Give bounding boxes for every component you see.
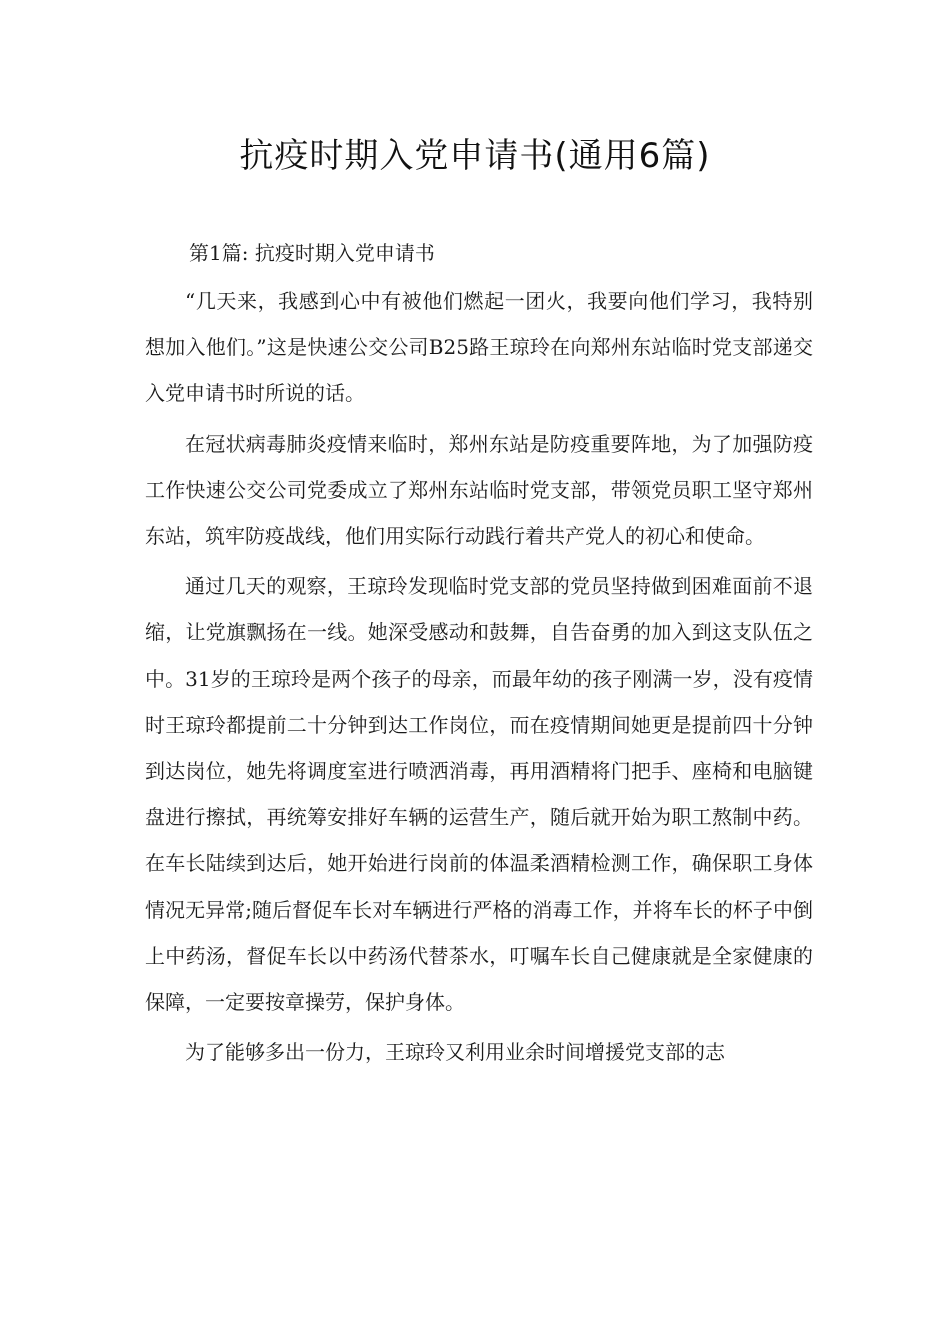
document-body	[145, 232, 813, 1075]
section-heading: 第1篇: 抗疫时期入党申请书	[189, 241, 435, 265]
paragraph: 在冠状病毒肺炎疫情来临时，郑州东站是防疫重要阵地，为了加强防疫工作快速公交公司党委成立了郑州东站临时党支部，带领党员职工坚守郑州东站，筑牢防疫战线，他们用实际行动践行着共产党人的初心和使命。	[145, 431, 813, 549]
paragraph: 通过几天的观察，王琼玲发现临时党支部的党员坚持做到困难面前不退缩，让党旗飘扬在一线。她深受感动和鼓舞，自告奋勇的加入到这支队伍之中。31岁的王琼玲是两个孩子的母亲，而最年幼的孩子刚满一岁，没有疫情时王琼玲都提前二十分钟到达工作岗位，而在疫情期间她更是提前四十分钟到达岗位，她先将调度室进行喷洒消毒，再用酒精将门把手、座椅和电脑键盘进行擦拭，再统筹安排好车辆的运营生产，随后就开始为职工熬制中药。在车长陆续到达后，她开始进行岗前的体温柔酒精检测工作，确保职工身体情况无异常;随后督促车长对车辆进行严格的消毒工作，并将车长的杯子中倒上中药汤，督促车长以中药汤代替茶水，叮嘱车长自己健康就是全家健康的保障，一定要按章操劳，保护身体。	[145, 574, 813, 1015]
paragraph: 为了能够多出一份力，王琼玲又利用业余时间增援党支部的志	[185, 1040, 725, 1065]
document-title: 抗疫时期入党申请书(通用6篇)	[239, 136, 711, 176]
paragraph: “几天来，我感到心中有被他们燃起一团火，我要向他们学习，我特别想加入他们。”这是快速公交公司B25路王琼玲在向郑州东站临时党支部递交入党申请书时所说的话。	[145, 289, 813, 406]
